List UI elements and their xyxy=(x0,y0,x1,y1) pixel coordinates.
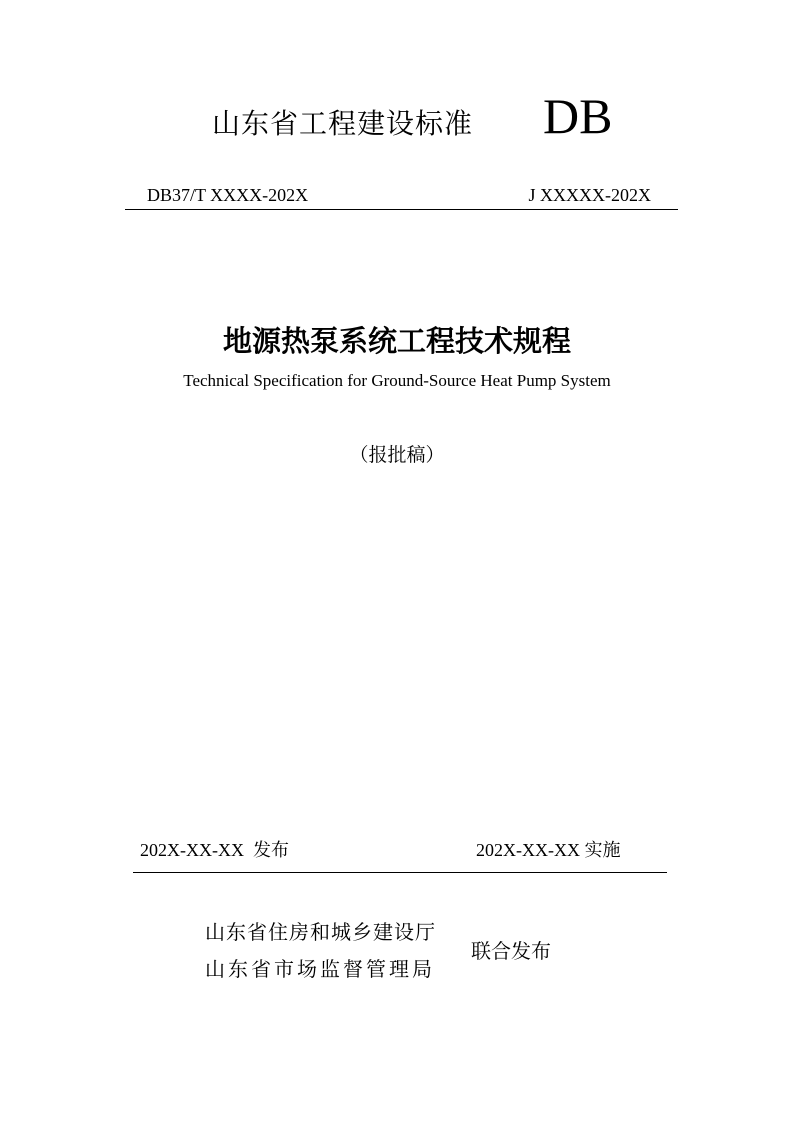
implement-date: 202X-XX-XX 实施 xyxy=(476,840,621,860)
standard-number: DB37/T XXXX-202X xyxy=(147,185,309,205)
joint-publication-label: 联合发布 xyxy=(471,939,551,963)
draft-status: （报批稿） xyxy=(349,444,445,466)
record-number: J XXXXX-202X xyxy=(528,185,651,205)
db-mark: DB xyxy=(543,88,613,144)
publisher-market-supervision-bureau: 山东省市场监督管理局 xyxy=(205,957,435,981)
publisher-housing-department: 山东省住房和城乡建设厅 xyxy=(205,920,436,944)
publish-date: 202X-XX-XX 发布 xyxy=(140,840,289,860)
footer-divider xyxy=(133,872,667,873)
document-title-english: Technical Specification for Ground-Source Heat Pump System xyxy=(183,371,611,390)
header-divider xyxy=(125,209,678,210)
document-title: 地源热泵系统工程技术规程 xyxy=(222,324,571,358)
standard-category-heading: 山东省工程建设标准 xyxy=(212,107,474,140)
